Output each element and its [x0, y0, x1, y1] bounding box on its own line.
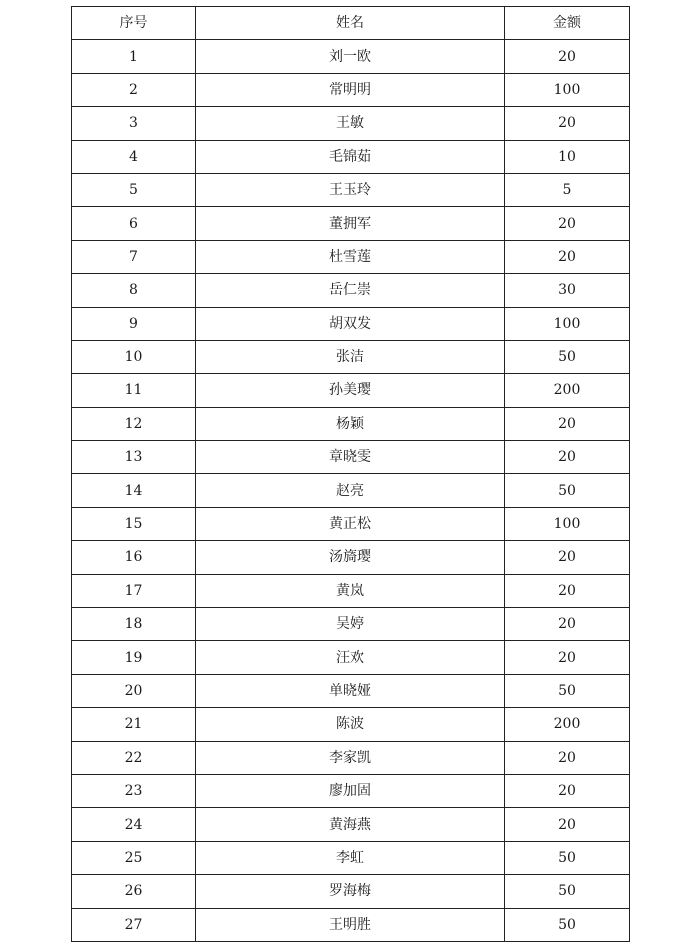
row-number-cell: 19	[72, 641, 196, 674]
row-number-cell: 11	[72, 374, 196, 407]
table-row	[72, 173, 630, 206]
table-row	[72, 641, 630, 674]
row-number-cell: 3	[72, 107, 196, 140]
row-amount-cell: 20	[505, 441, 630, 474]
table-row	[72, 340, 630, 373]
row-amount-cell: 20	[505, 808, 630, 841]
row-amount-cell: 100	[505, 307, 630, 340]
row-amount-cell: 20	[505, 608, 630, 641]
table-row	[72, 441, 630, 474]
row-amount-cell: 200	[505, 374, 630, 407]
row-number-cell: 26	[72, 875, 196, 908]
row-amount-cell: 200	[505, 708, 630, 741]
row-name-cell: 王明胜	[196, 908, 505, 941]
row-name-cell: 汤旖璎	[196, 541, 505, 574]
row-amount-cell: 50	[505, 841, 630, 874]
row-name-cell: 孙美璎	[196, 374, 505, 407]
row-name-cell: 王敏	[196, 107, 505, 140]
row-amount-cell: 20	[505, 574, 630, 607]
table-row	[72, 307, 630, 340]
table-header-row	[72, 7, 630, 40]
row-name-cell: 常明明	[196, 73, 505, 106]
row-name-cell: 李虹	[196, 841, 505, 874]
row-number-cell: 10	[72, 340, 196, 373]
row-number-cell: 6	[72, 207, 196, 240]
row-name-cell: 汪欢	[196, 641, 505, 674]
table-row	[72, 741, 630, 774]
table-row	[72, 841, 630, 874]
table-row	[72, 407, 630, 440]
table-row	[72, 507, 630, 540]
row-number-cell: 20	[72, 674, 196, 707]
row-amount-cell: 50	[505, 474, 630, 507]
row-name-cell: 黄岚	[196, 574, 505, 607]
donation-table	[71, 6, 630, 942]
row-name-cell: 黄海燕	[196, 808, 505, 841]
row-number-cell: 17	[72, 574, 196, 607]
table-row	[72, 207, 630, 240]
row-number-cell: 1	[72, 40, 196, 73]
column-header-name: 姓名	[196, 7, 505, 40]
row-amount-cell: 20	[505, 541, 630, 574]
row-number-cell: 21	[72, 708, 196, 741]
table-row	[72, 908, 630, 941]
row-number-cell: 15	[72, 507, 196, 540]
table-row	[72, 774, 630, 807]
row-amount-cell: 20	[505, 407, 630, 440]
row-number-cell: 7	[72, 240, 196, 273]
table-body	[72, 40, 630, 942]
table-row	[72, 608, 630, 641]
table-row	[72, 808, 630, 841]
row-number-cell: 8	[72, 274, 196, 307]
row-name-cell: 陈波	[196, 708, 505, 741]
table-row	[72, 374, 630, 407]
table-row	[72, 140, 630, 173]
row-amount-cell: 30	[505, 274, 630, 307]
row-amount-cell: 50	[505, 908, 630, 941]
row-number-cell: 27	[72, 908, 196, 941]
row-number-cell: 4	[72, 140, 196, 173]
row-name-cell: 单晓娅	[196, 674, 505, 707]
row-amount-cell: 20	[505, 774, 630, 807]
row-amount-cell: 20	[505, 240, 630, 273]
row-number-cell: 9	[72, 307, 196, 340]
table-row	[72, 574, 630, 607]
row-name-cell: 章晓雯	[196, 441, 505, 474]
row-number-cell: 13	[72, 441, 196, 474]
row-number-cell: 18	[72, 608, 196, 641]
row-amount-cell: 20	[505, 207, 630, 240]
row-amount-cell: 50	[505, 674, 630, 707]
row-amount-cell: 10	[505, 140, 630, 173]
table-row	[72, 240, 630, 273]
row-number-cell: 14	[72, 474, 196, 507]
row-amount-cell: 5	[505, 173, 630, 206]
row-name-cell: 岳仁崇	[196, 274, 505, 307]
table-row	[72, 40, 630, 73]
row-name-cell: 赵亮	[196, 474, 505, 507]
row-amount-cell: 20	[505, 107, 630, 140]
row-name-cell: 李家凯	[196, 741, 505, 774]
column-header-amount: 金额	[505, 7, 630, 40]
table-row	[72, 541, 630, 574]
table-row	[72, 474, 630, 507]
table-row	[72, 107, 630, 140]
row-name-cell: 胡双发	[196, 307, 505, 340]
row-amount-cell: 20	[505, 741, 630, 774]
row-name-cell: 黄正松	[196, 507, 505, 540]
table-row	[72, 674, 630, 707]
row-name-cell: 廖加固	[196, 774, 505, 807]
row-name-cell: 王玉玲	[196, 173, 505, 206]
row-number-cell: 16	[72, 541, 196, 574]
row-amount-cell: 50	[505, 875, 630, 908]
row-name-cell: 罗海梅	[196, 875, 505, 908]
row-name-cell: 毛锦茹	[196, 140, 505, 173]
row-number-cell: 25	[72, 841, 196, 874]
row-name-cell: 杨颖	[196, 407, 505, 440]
row-amount-cell: 20	[505, 641, 630, 674]
row-number-cell: 12	[72, 407, 196, 440]
row-name-cell: 吴婷	[196, 608, 505, 641]
row-name-cell: 刘一欧	[196, 40, 505, 73]
row-number-cell: 2	[72, 73, 196, 106]
row-amount-cell: 50	[505, 340, 630, 373]
row-amount-cell: 100	[505, 507, 630, 540]
column-header-no: 序号	[72, 7, 196, 40]
row-name-cell: 张洁	[196, 340, 505, 373]
row-number-cell: 22	[72, 741, 196, 774]
row-number-cell: 24	[72, 808, 196, 841]
table-row	[72, 73, 630, 106]
row-number-cell: 23	[72, 774, 196, 807]
table-row	[72, 875, 630, 908]
table-row	[72, 708, 630, 741]
row-amount-cell: 20	[505, 40, 630, 73]
row-amount-cell: 100	[505, 73, 630, 106]
row-name-cell: 董拥军	[196, 207, 505, 240]
row-name-cell: 杜雪莲	[196, 240, 505, 273]
table-row	[72, 274, 630, 307]
row-number-cell: 5	[72, 173, 196, 206]
